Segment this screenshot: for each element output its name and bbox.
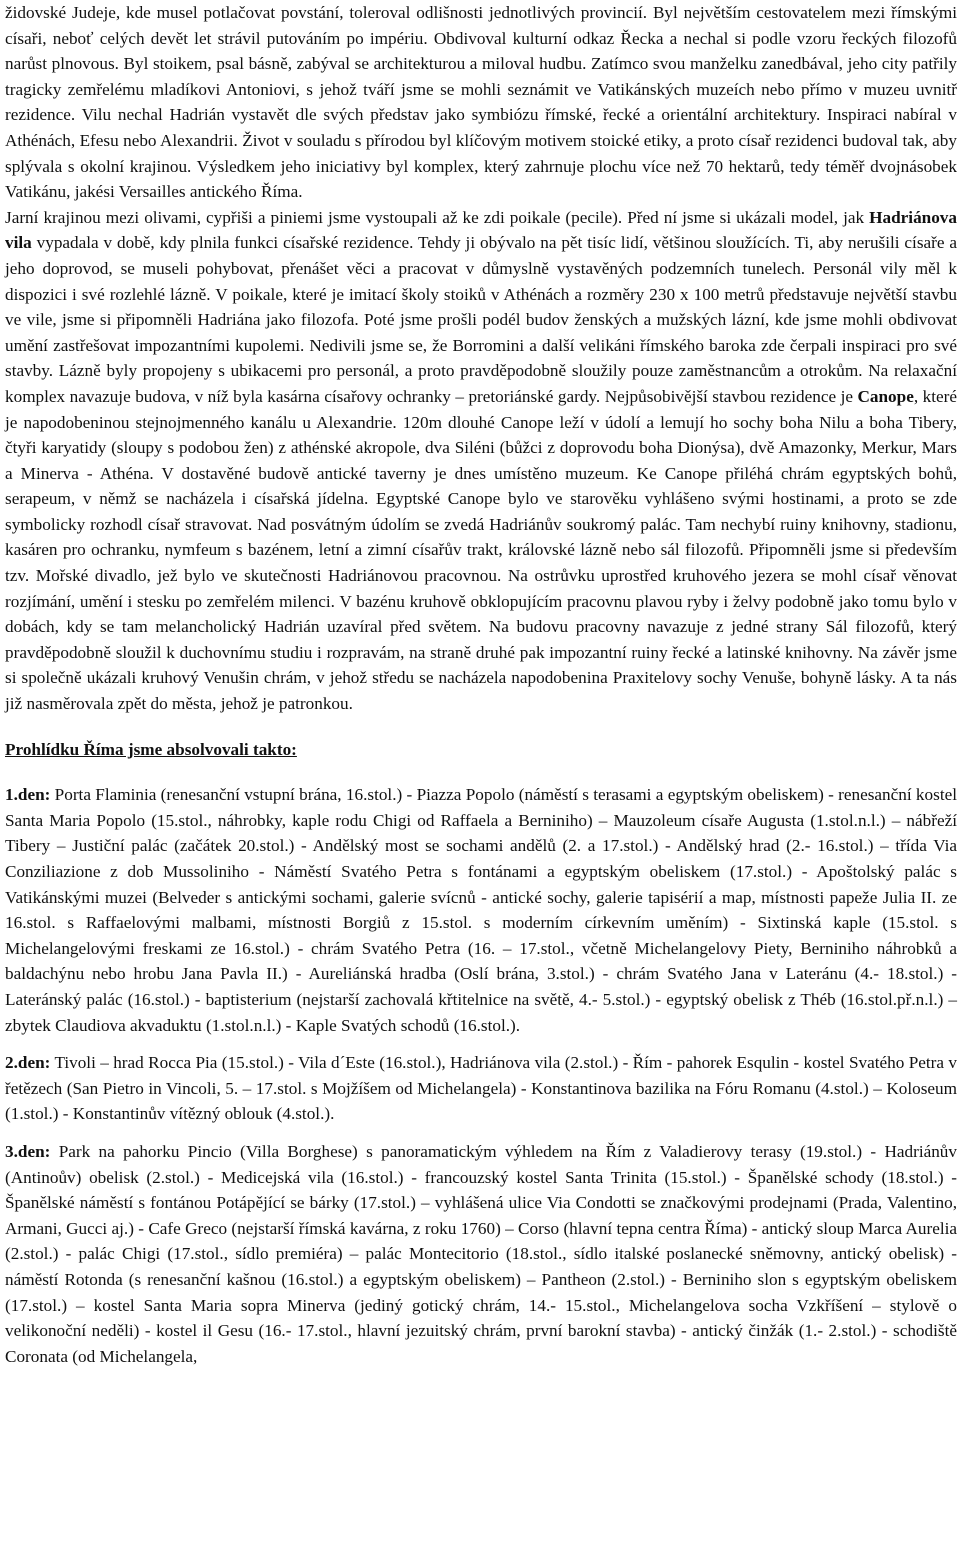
intro-p1-sentence-b: Zatímco svou manželku zanedbával, jeho city patřily tragicky zemřelému mladíkovi Antoniovi, s jehož tváří jsme se mohli seznámit ve Vatikánských muzeích nebo přímo v muzeu uvnitř rezidence. Vilu nechal Hadrián vystavět dle svých představ jako symbiózu římské, řecké a orientální architektury. Inspiraci nabíral v Athénách, Efesu nebo Alexandrii. Život v souladu s přírodou byl klíčovým motivem stoické etiky, a proto císař rezidenci budoval tak, aby splývala s okolní krajinou. Výsledkem jeho iniciativy byl komplex, který zahrnuje plochu více než 70 hektarů, tedy téměř dvojnásobek Vatikánu, jakési Versailles antického Říma. — [5, 54, 958, 202]
day-3-text: Park na pahorku Pincio (Villa Borghese) s panoramatickým výhledem na Řím z Valadierovy terasy (19.stol.) - Hadriánův (Antinoův) obelisk (2.stol.) - Medicejská vila (16.stol.) - francouzský kostel Santa Trinita (15.stol.) - Španělské schody (18.stol.) - Španělské náměstí s fontánou Potápějící se bárky (17.stol.) – vyhlášená ulice Via Condotti se značkovými prodejnami (Prada, Valentino, Armani, Gucci aj.) - Cafe Greco (nejstarší římská kavárna, z roku 1760) – Corso (hlavní tepna centra Říma) - antický sloup Marca Aurelia (2.stol.) - palác Chigi (17.stol., sídlo premiéra) – palác Montecitorio (18.stol., sídlo italské poslanecké sněmovny, antický obelisk) - náměstí Rotonda (s renesanční kašnou (16.stol.) a egyptským obeliskem) – Pantheon (2.stol.) - Berniniho slon s egyptským obeliskem (17.stol.) – kostel Santa Maria sopra Minerva (jediný gotický chrám, 14.- 15.stol., Michelangelova socha Vzkříšení – stylově o velikonoční neděli) - kostel il Gesu (16.- 17.stol., hlavní jezuitský chrám, první barokní stavba) - antický činžák (1.- 2.stol.) - schodiště Coronata (od Michelangela, — [5, 1141, 957, 1366]
day-2-text: Tivoli – hrad Rocca Pia (15.stol.) - Vila d´Este (16.stol.), Hadriánova vila (2.stol.) - Řím - pahorek Esqulin - kostel Svatého Petra v řetězech (San Pietro in Vincoli, 5. – 17.stol. s Mojžíšem od Michelangela) - Konstantinova bazilika na Fóru Romanu (4.stol.) – Koloseum (1.stol.) - Konstantinův vítězný oblouk (4.stol.). — [5, 1053, 957, 1124]
section-heading: Prohlídku Říma jsme absolvovali takto: — [5, 739, 297, 759]
intro-paragraph-2 — [5, 205, 957, 717]
day-1-paragraph — [5, 782, 957, 1038]
intro-p2-text-a: Jarní krajinou mezi olivami, cypřiši a piniemi jsme vystoupali až ke zdi poikale (pecile). Před ní jsme si ukázali model, jak — [5, 207, 870, 227]
intro-p1-sentence-a: židovské Judeje, kde musel potlačovat povstání, toleroval odlišnosti jednotlivých provincií. Byl největším cestovatelem mezi římskými císaři, neboť celých devět let strávil putováním po impériu. Obdivoval kulturní odkaz Řecka a nechal si podle vzoru řeckých filozofů narůst plnovous. Byl stoikem, psal básně, zabýval se architekturou a miloval hudbu. — [5, 3, 957, 74]
intro-paragraph-1 — [5, 0, 957, 205]
canope-bold: Canope — [857, 386, 914, 406]
intro-p2-text-b: vypadala v době, kdy plnila funkci císařské rezidence. Tehdy ji obývalo na pět tisíc lidí, většinou sloužících. Ti, aby nerušili císaře a jeho doprovod, se museli pohybovat, přenášet věci a pracovat v důmyslně vystavěných podzemních tunelech. Personál vily měl k dispozici i své rozlehlé lázně. V poikale, které je imitací školy stoiků v Athénách a rozměry 230 x 100 metrů představuje největší stavbu ve vile, jsme si připomněli Hadriána jako filozofa. Poté jsme prošli podél budov ženských a mužských lázní, kde jsme mohli obdivovat umění zastřešovat impozantními kupolemi. Nedivili jsme se, že Borromini a další velikáni římského baroka zde čerpali inspiraci pro své stavby. Lázně byly propojeny s ubikacemi pro personál, a proto pravděpodobně sloužily pouze zaměstnancům a otrokům. Na relaxační komplex navazuje budova, v níž byla kasárna císařovy ochranky – pretoriánské gardy. Nejpůsobivější stavbou rezidence je — [5, 233, 957, 406]
intro-p2-text-c: , které je napodobeninou stejnojmenného kanálu u Alexandrie. 120m dlouhé Canope leží v údolí a lemují ho sochy boha Nilu a boha Tibery, čtyři karyatidy (sloupy s podobou žen) z athénské akropole, dva Siléni (bůžci z doprovodu boha Dionýsa), dvě Amazonky, Merkur, Mars a Minerva - Athéna. V dostavěné budově antické taverny je dnes umístěno muzeum. Ke Canope přiléhá chrám egyptských bohů, serapeum, v němž se nacházela i císařská jídelna. Egyptské Canope bylo ve starověku vyhlášeno svými hostinami, a proto se zde symbolicky rozhodl císař stravovat. Nad posvátným údolím se zvedá Hadriánův soukromý palác. Tam nechybí ruiny knihovny, stadionu, kasáren pro ochranku, nymfeum s bazénem, letní a zimní císařův trakt, královské lázně nebo sál filozofů. Připomněli jsme si především tzv. Mořské divadlo, jež bylo ve skutečnosti Hadriánovou pracovnou. Na ostrůvku uprostřed kruhového jezera se mohl císař věnovat rozjímání, umění i stesku po zemřelém milenci. V bazénu kruhově obklopujícím pracovnu plavou ryby i želvy podobně jako tomu bylo v dobách, kdy se tam melancholický Hadrián uzavíral před světem. Na budovu pracovny navazuje z jedné strany Sál filozofů, který pravděpodobně sloužil k duchovnímu studiu i rozpravám, na straně druhé pak impozantní ruiny řecké a latinské knihovny. Na závěr jsme si společně ukázali kruhový Venušin chrám, v jehož středu se nacházela napodobenina Praxitelovy sochy Venuše, bohyně lásky. A ta nás již nasměrovala zpět do města, jehož je patronkou. — [5, 386, 957, 714]
day-1-label: 1.den: — [5, 785, 51, 805]
day-3-label: 3.den: — [5, 1141, 51, 1161]
day-1-text: Porta Flaminia (renesanční vstupní brána, 16.stol.) - Piazza Popolo (náměstí s terasami a egyptským obeliskem) - renesanční kostel Santa Maria Popolo (15.stol., náhrobky, kaple rodu Chigi od Raffaela a Berniniho) – Mauzoleum císaře Augusta (1.stol.n.l.) – nábřeží Tibery – Justiční palác (začátek 20.stol.) - Andělský most se sochami andělů (2. a 17.stol.) - Andělský hrad (2.- 16.stol.) – třída Via Conziliazione z dob Mussoliniho - Náměstí Svatého Petra s fontánami a egyptským obeliskem (17.stol.) - Apoštolský palác s Vatikánskými muzei (Belveder s antickými sochami, galerie svícnů - antické sochy, galerie tapisérií a map, místnosti papeže Julia II. ze 16.stol. s Raffaelovými malbami, místnosti Borgiů z 15.stol. s moderním církevním uměním) - Sixtinská kaple (15.stol. s Michelangelovými freskami ze 16.stol.) - chrám Svatého Petra (16. – 17.stol., včetně Michelangelovy Piety, Berniniho náhrobků a baldachýnu nebo hrobu Jana Pavla II.) - Aureliánská hradba (Oslí brána, 3.stol.) - chrám Svatého Jana v Lateránu (4.- 18.stol.) - Lateránský palác (16.stol.) - baptisterium (nejstarší zachovalá křtitelnice na světě, 4.- 5.stol.) - egyptský obelisk z Théb (16.stol.př.n.l.) – zbytek Claudiova akvaduktu (1.stol.n.l.) - Kaple Svatých schodů (16.stol.). — [5, 785, 957, 1035]
day-2-label: 2.den: — [5, 1053, 51, 1073]
day-3-paragraph — [5, 1139, 957, 1369]
day-2-paragraph — [5, 1050, 957, 1127]
hadrian-villa-bold: Hadriánova vila — [5, 207, 957, 253]
